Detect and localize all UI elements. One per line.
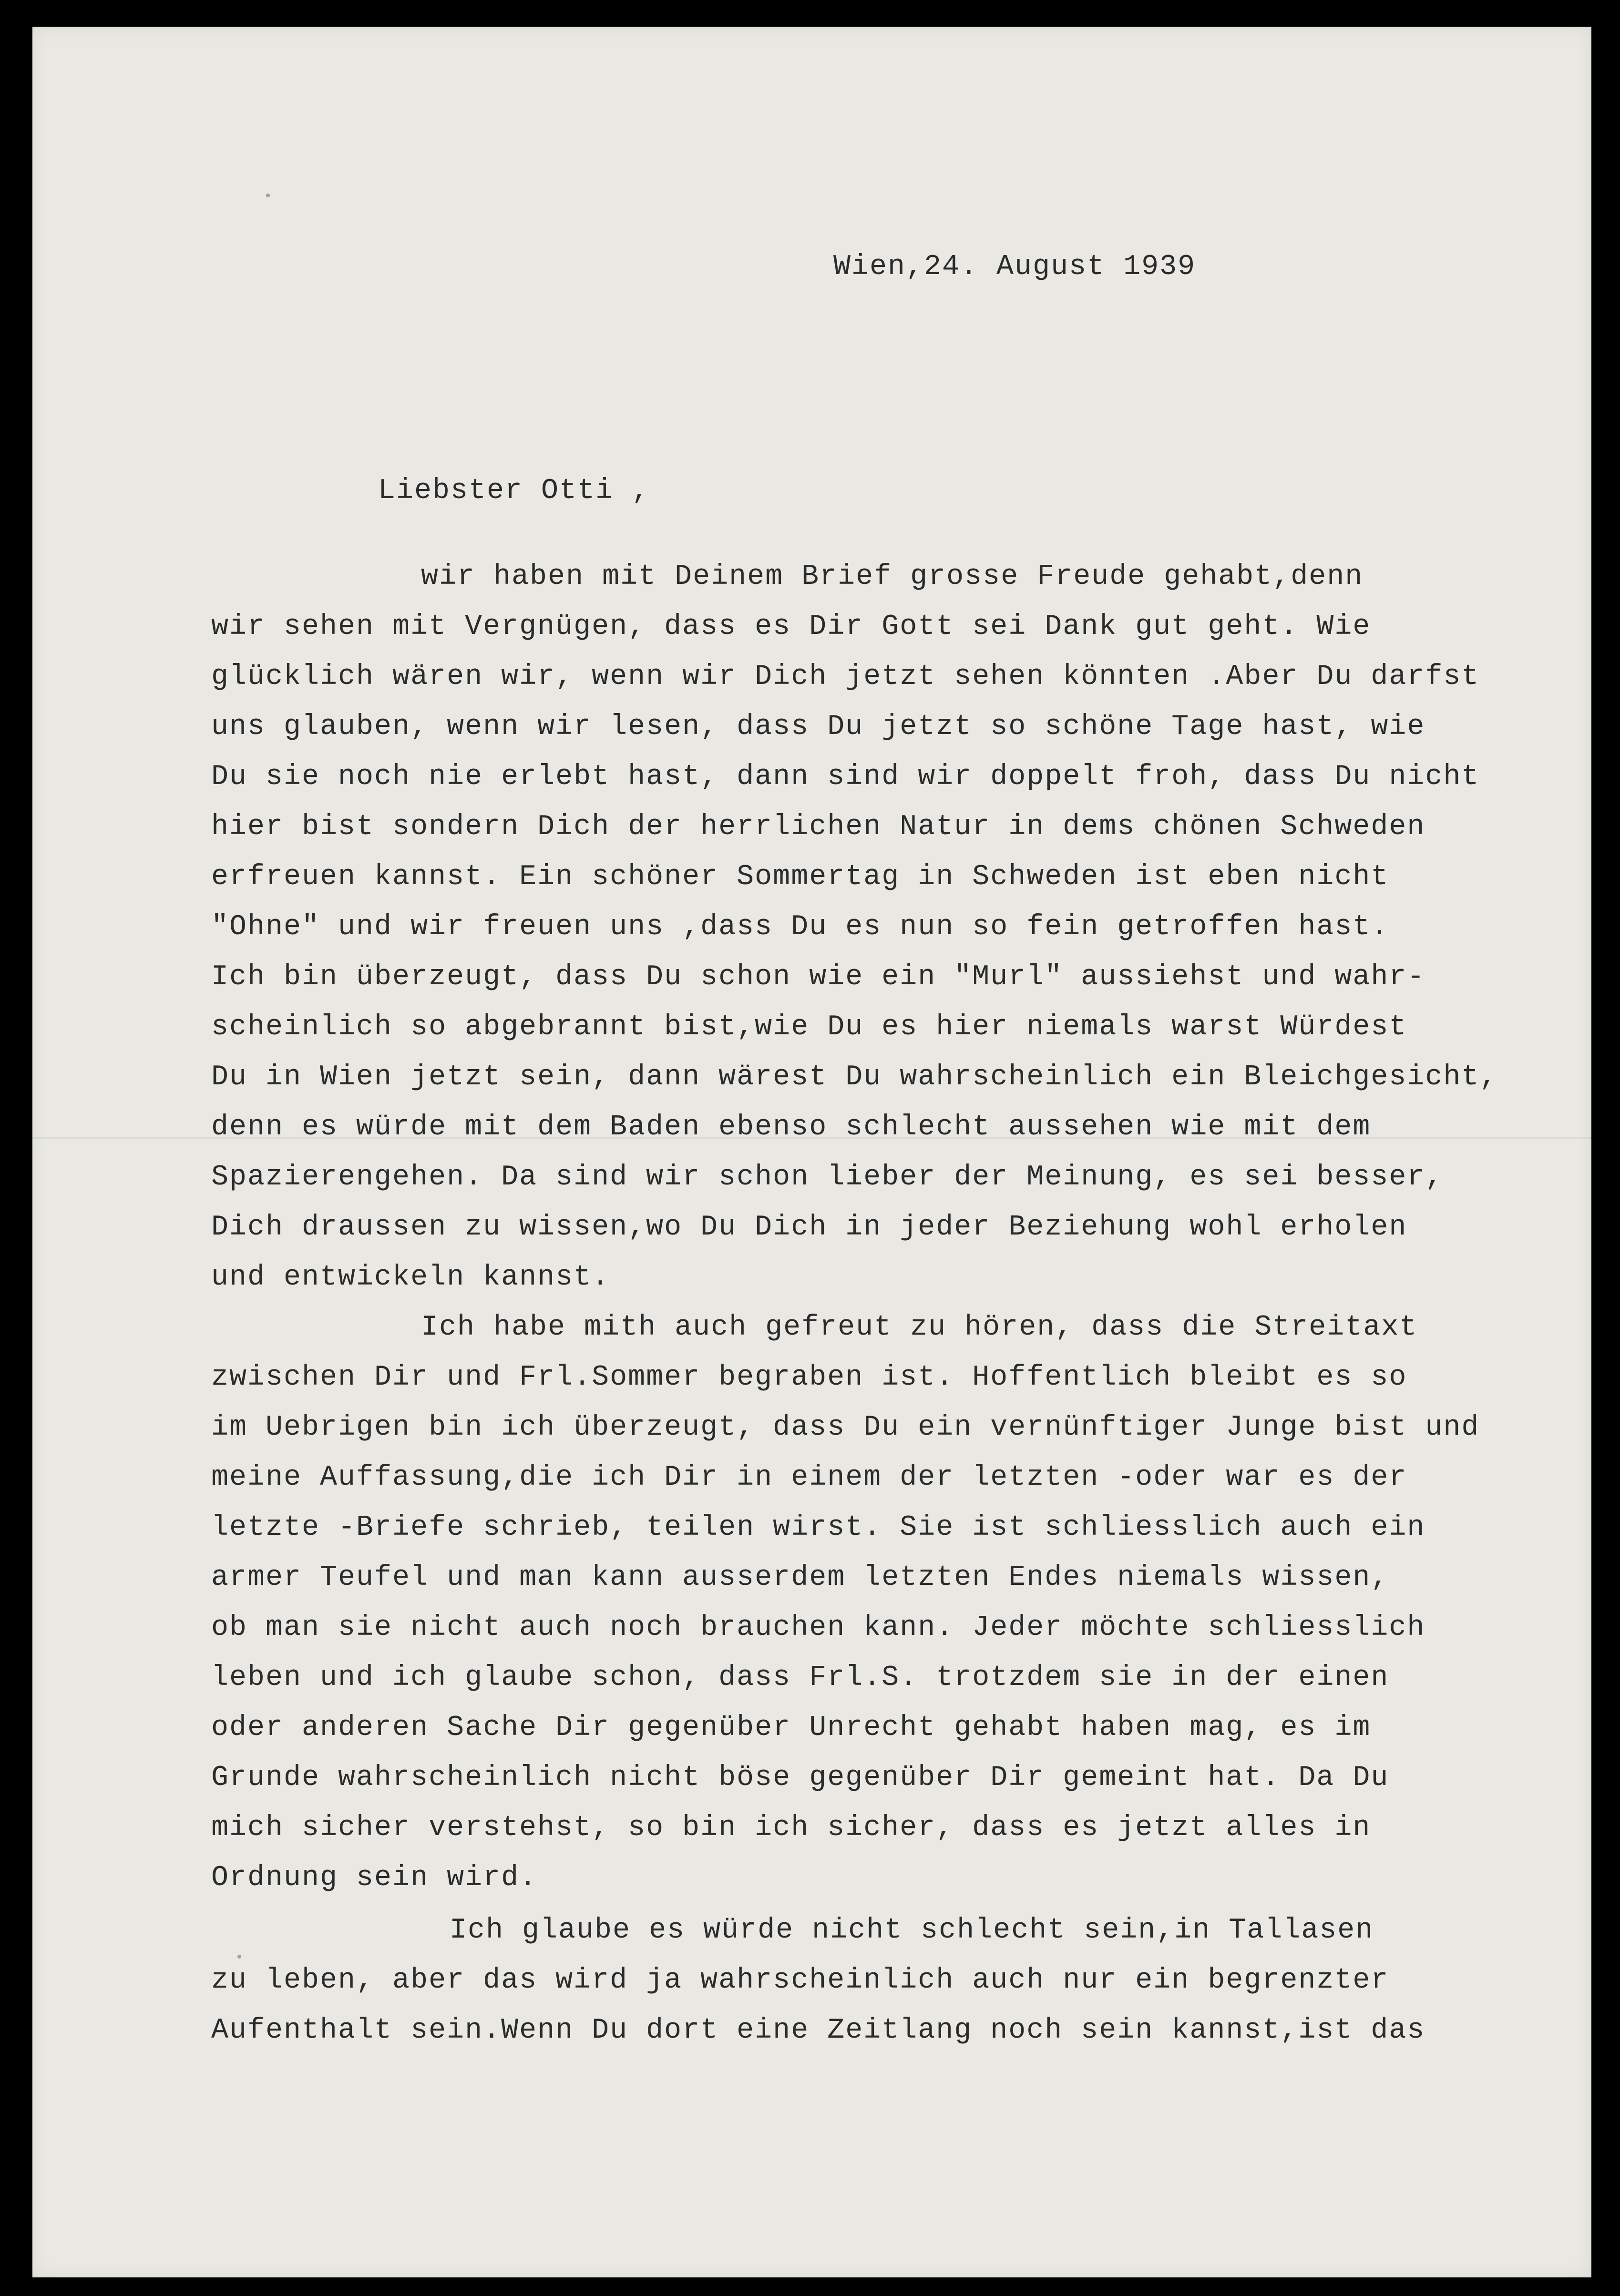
body-line: Dich draussen zu wissen,wo Du Dich in jeder Beziehung wohl erholen	[211, 1211, 1407, 1244]
body-line: Du sie noch nie erlebt hast, dann sind wir doppelt froh, dass Du nicht	[211, 761, 1480, 793]
body-line: ob man sie nicht auch noch brauchen kann. Jeder möchte schliesslich	[211, 1612, 1425, 1644]
letter-page	[32, 27, 1591, 2277]
body-line: Ich bin überzeugt, dass Du schon wie ein "Murl" aussiehst und wahr-	[211, 961, 1425, 993]
body-line: Du in Wien jetzt sein, dann wärest Du wahrscheinlich ein Bleichgesicht,	[211, 1061, 1498, 1093]
body-line: Ich habe mith auch gefreut zu hören, dass die Streitaxt	[421, 1311, 1418, 1344]
body-line: leben und ich glaube schon, dass Frl.S. trotzdem sie in der einen	[211, 1662, 1389, 1694]
body-line: scheinlich so abgebrannt bist,wie Du es hier niemals warst Würdest	[211, 1011, 1407, 1043]
body-line: Ordnung sein wird.	[211, 1862, 538, 1894]
reverse-side-bleed-through	[309, 294, 1596, 1724]
body-line: hier bist sondern Dich der herrlichen Natur in dems chönen Schweden	[211, 811, 1425, 843]
body-line: Aufenthalt sein.Wenn Du dort eine Zeitlang noch sein kannst,ist das	[211, 2014, 1425, 2047]
body-line: meine Auffassung,die ich Dir in einem der letzten -oder war es der	[211, 1461, 1407, 1494]
body-line: Ich glaube es würde nicht schlecht sein,in Tallasen	[450, 1914, 1374, 1947]
body-line: denn es würde mit dem Baden ebenso schlecht aussehen wie mit dem	[211, 1111, 1371, 1143]
body-line: Grunde wahrscheinlich nicht böse gegenüber Dir gemeint hat. Da Du	[211, 1762, 1389, 1794]
letter-salutation: Liebster Otti ,	[378, 475, 650, 507]
body-line: armer Teufel und man kann ausserdem letzten Endes niemals wissen,	[211, 1561, 1389, 1594]
body-line: erfreuen kannst. Ein schöner Sommertag in Schweden ist eben nicht	[211, 861, 1389, 893]
letter-date: Wien,24. August 1939	[833, 251, 1196, 283]
body-line: und entwickeln kannst.	[211, 1261, 610, 1294]
body-line: mich sicher verstehst, so bin ich sicher, dass es jetzt alles in	[211, 1812, 1371, 1844]
body-line: wir haben mit Deinem Brief grosse Freude gehabt,denn	[421, 561, 1364, 593]
body-line: uns glauben, wenn wir lesen, dass Du jetzt so schöne Tage hast, wie	[211, 711, 1425, 743]
body-line: Spazierengehen. Da sind wir schon lieber der Meinung, es sei besser,	[211, 1161, 1444, 1194]
body-line: oder anderen Sache Dir gegenüber Unrecht gehabt haben mag, es im	[211, 1712, 1371, 1744]
body-line: "Ohne" und wir freuen uns ,dass Du es nun so fein getroffen hast.	[211, 911, 1389, 943]
body-line: wir sehen mit Vergnügen, dass es Dir Gott sei Dank gut geht. Wie	[211, 611, 1371, 643]
paper-speck	[266, 194, 270, 197]
body-line: zu leben, aber das wird ja wahrscheinlich auch nur ein begrenzter	[211, 1964, 1389, 1997]
body-line: im Uebrigen bin ich überzeugt, dass Du ein vernünftiger Junge bist und	[211, 1411, 1480, 1444]
body-line: zwischen Dir und Frl.Sommer begraben ist. Hoffentlich bleibt es so	[211, 1361, 1407, 1394]
body-line: letzte -Briefe schrieb, teilen wirst. Sie ist schliesslich auch ein	[211, 1511, 1425, 1544]
body-line: glücklich wären wir, wenn wir Dich jetzt sehen könnten .Aber Du darfst	[211, 661, 1480, 693]
paper-speck	[237, 1955, 241, 1959]
